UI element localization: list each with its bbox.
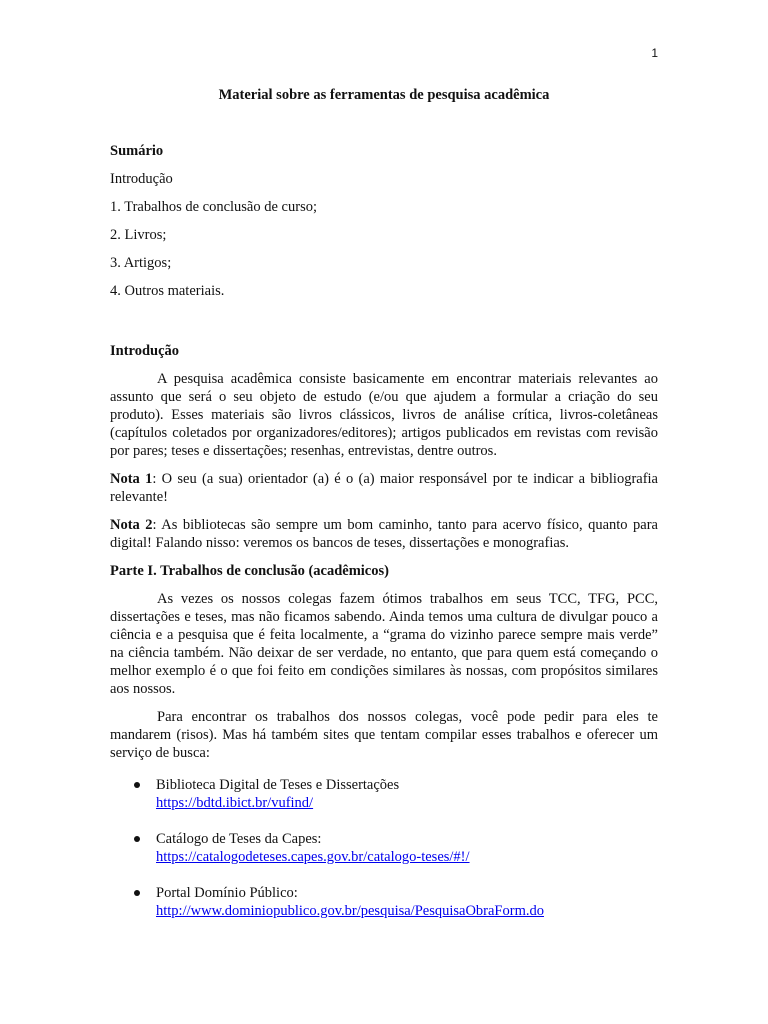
list-item [110, 830, 658, 866]
list-item [110, 884, 658, 920]
nota-2-text: : As bibliotecas são sempre um bom caminho, tanto para acervo físico, quanto para digital! Falando nisso: veremos os bancos de teses, dissertações e monografias. [110, 517, 658, 551]
capes-link[interactable]: https://catalogodeteses.capes.gov.br/catalogo-teses/#!/ [156, 849, 470, 865]
site-name: Catálogo de Teses da Capes: [156, 831, 322, 847]
part1-heading: Parte I. Trabalhos de conclusão (acadêmicos) [110, 563, 389, 579]
toc-item-3: 3. Artigos; [110, 255, 172, 271]
intro-paragraph: A pesquisa acadêmica consiste basicamente em encontrar materiais relevantes ao assunto que será o seu objeto de estudo (e/ou que ajudem a formular a criação do seu produto). Esses materiais são livros clássicos, livros de análise crítica, livros-coletâneas (capítulos coletados por organizadores/editores); artigos publicados em revistas com revisão por pares; teses e dissertações; resenhas, entrevistas, dentre outros. [110, 371, 658, 459]
toc-item-intro: Introdução [110, 171, 173, 187]
nota-1 [110, 470, 658, 506]
toc-item-4: 4. Outros materiais. [110, 283, 225, 299]
document-title: Material sobre as ferramentas de pesquisa acadêmica [218, 87, 550, 103]
bullet-icon [134, 782, 140, 788]
toc-item-1: 1. Trabalhos de conclusão de curso; [110, 199, 317, 215]
nota-2 [110, 516, 658, 552]
list-item [110, 776, 658, 812]
intro-heading: Introdução [110, 343, 180, 359]
site-name: Portal Domínio Público: [156, 885, 298, 901]
toc-heading: Sumário [110, 143, 164, 159]
toc-item-2: 2. Livros; [110, 227, 167, 243]
dominio-publico-link[interactable]: http://www.dominiopublico.gov.br/pesquisa/PesquisaObraForm.do [156, 903, 544, 919]
part1-paragraph-1: As vezes os nossos colegas fazem ótimos trabalhos em seus TCC, TFG, PCC, dissertações e teses, mas não ficamos sabendo. Ainda temos uma cultura de divulgar pouco a ciência e a pesquisa que é feita localmente, a “grama do vizinho parece sempre mais verde” na ciência também. Não deixar de ser verdade, no entanto, que para quem está começando o melhor exemplo é o que foi feito em condições similares às nossas, com propósitos similares aos nossos. [110, 591, 658, 697]
document-body [110, 86, 658, 938]
page-number: 1 [651, 46, 658, 60]
nota-1-label: Nota 1 [110, 471, 153, 487]
bullet-icon [134, 836, 140, 842]
search-sites-list [110, 776, 658, 920]
nota-1-text: : O seu (a sua) orientador (a) é o (a) maior responsável por te indicar a bibliografia relevante! [110, 471, 658, 505]
part1-paragraph-2: Para encontrar os trabalhos dos nossos colegas, você pode pedir para eles te mandarem (risos). Mas há também sites que tentam compilar esses trabalhos e oferecer um serviço de busca: [110, 709, 658, 761]
bdtd-link[interactable]: https://bdtd.ibict.br/vufind/ [156, 795, 314, 811]
nota-2-label: Nota 2 [110, 517, 153, 533]
bullet-icon [134, 890, 140, 896]
site-name: Biblioteca Digital de Teses e Dissertações [156, 777, 400, 793]
